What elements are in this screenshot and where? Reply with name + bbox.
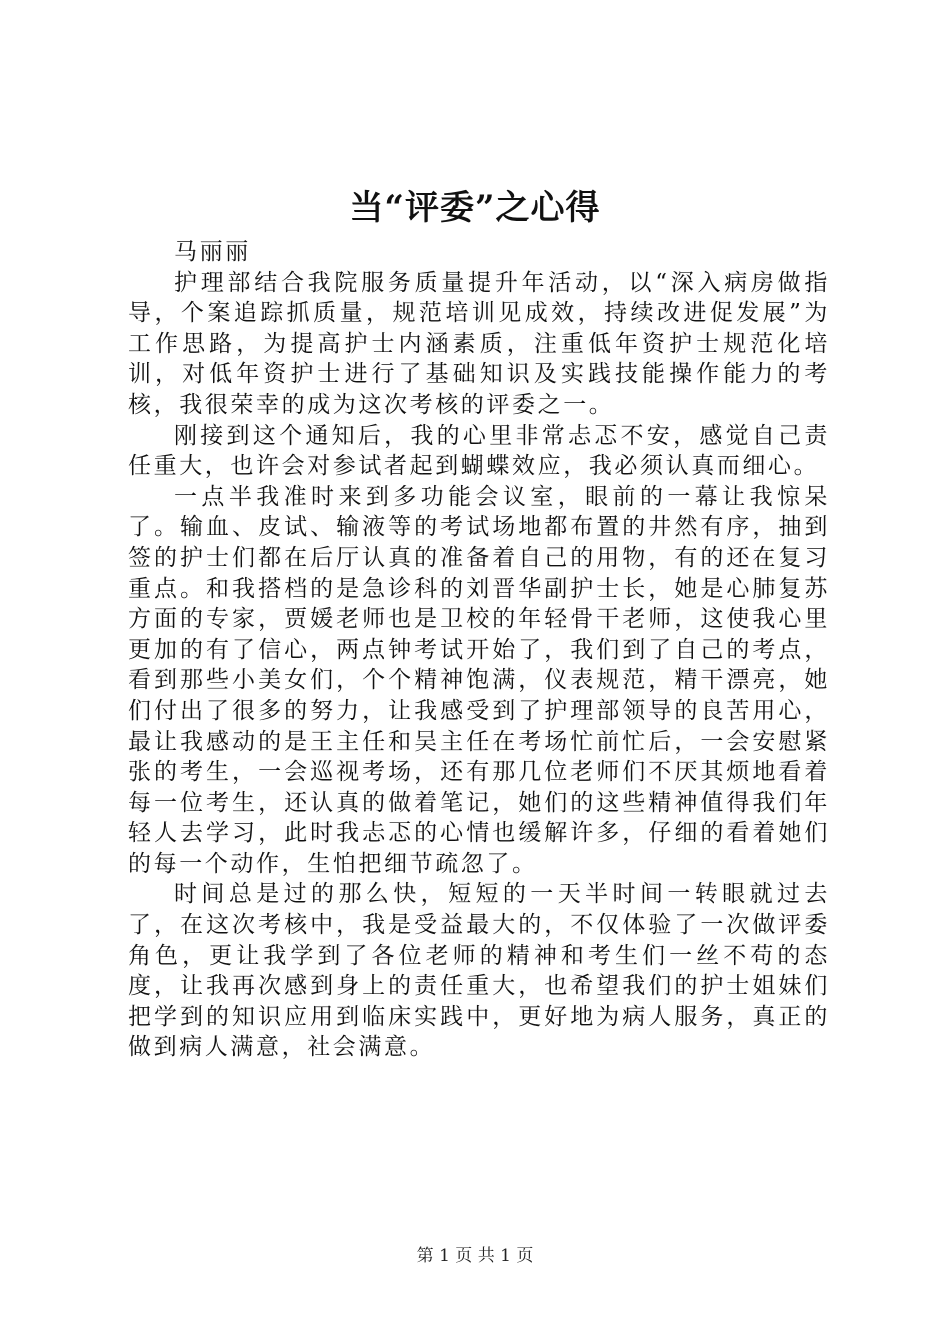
author-name: 马丽丽 [174,239,251,265]
page-number-footer: 第 1 页 共 1 页 [416,1246,534,1266]
paragraph-4: 时间总是过的那么快，短短的一天半时间一转眼就过去了，在这次考核中，我是受益最大的，不仅体验了一次做评委角色，更让我学到了各位老师的精神和考生们一丝不苟的态度，让我再次感到身上的责任重大，也希望我们的护士姐妹们把学到的知识应用到临床实践中，更好地为病人服务，真正的做到病人满意，社会满意。 [128,881,830,1061]
document-title: 当“评委”之心得 [349,188,601,228]
paragraph-2: 刚接到这个通知后，我的心里非常忐忑不安，感觉自己责任重大，也许会对参试者起到蝴蝶效应，我必须认真而细心。 [128,422,830,480]
document-body [128,237,830,1063]
paragraph-3: 一点半我准时来到多功能会议室，眼前的一幕让我惊呆了。输血、皮试、输液等的考试场地都布置的井然有序，抽到签的护士们都在后厅认真的准备着自己的用物，有的还在复习重点。和我搭档的是急诊科的刘晋华副护士长，她是心肺复苏方面的专家，贾媛老师也是卫校的年轻骨干老师，这使我心里更加的有了信心，两点钟考试开始了，我们到了自己的考点，看到那些小美女们，个个精神饱满，仪表规范，精干漂亮，她们付出了很多的努力，让我感受到了护理部领导的良苦用心，最让我感动的是王主任和吴主任在考场忙前忙后，一会安慰紧张的考生，一会巡视考场，还有那几位老师们不厌其烦地看着每一位考生，还认真的做着笔记，她们的这些精神值得我们年轻人去学习，此时我忐忑的心情也缓解许多，仔细的看着她们的每一个动作，生怕把细节疏忽了。 [128,483,830,877]
paragraph-1: 护理部结合我院服务质量提升年活动，以“深入病房做指导，个案追踪抓质量，规范培训见成效，持续改进促发展”为工作思路，为提高护士内涵素质，注重低年资护士规范化培训，对低年资护士进行了基础知识及实践技能操作能力的考核，我很荣幸的成为这次考核的评委之一。 [128,269,830,418]
